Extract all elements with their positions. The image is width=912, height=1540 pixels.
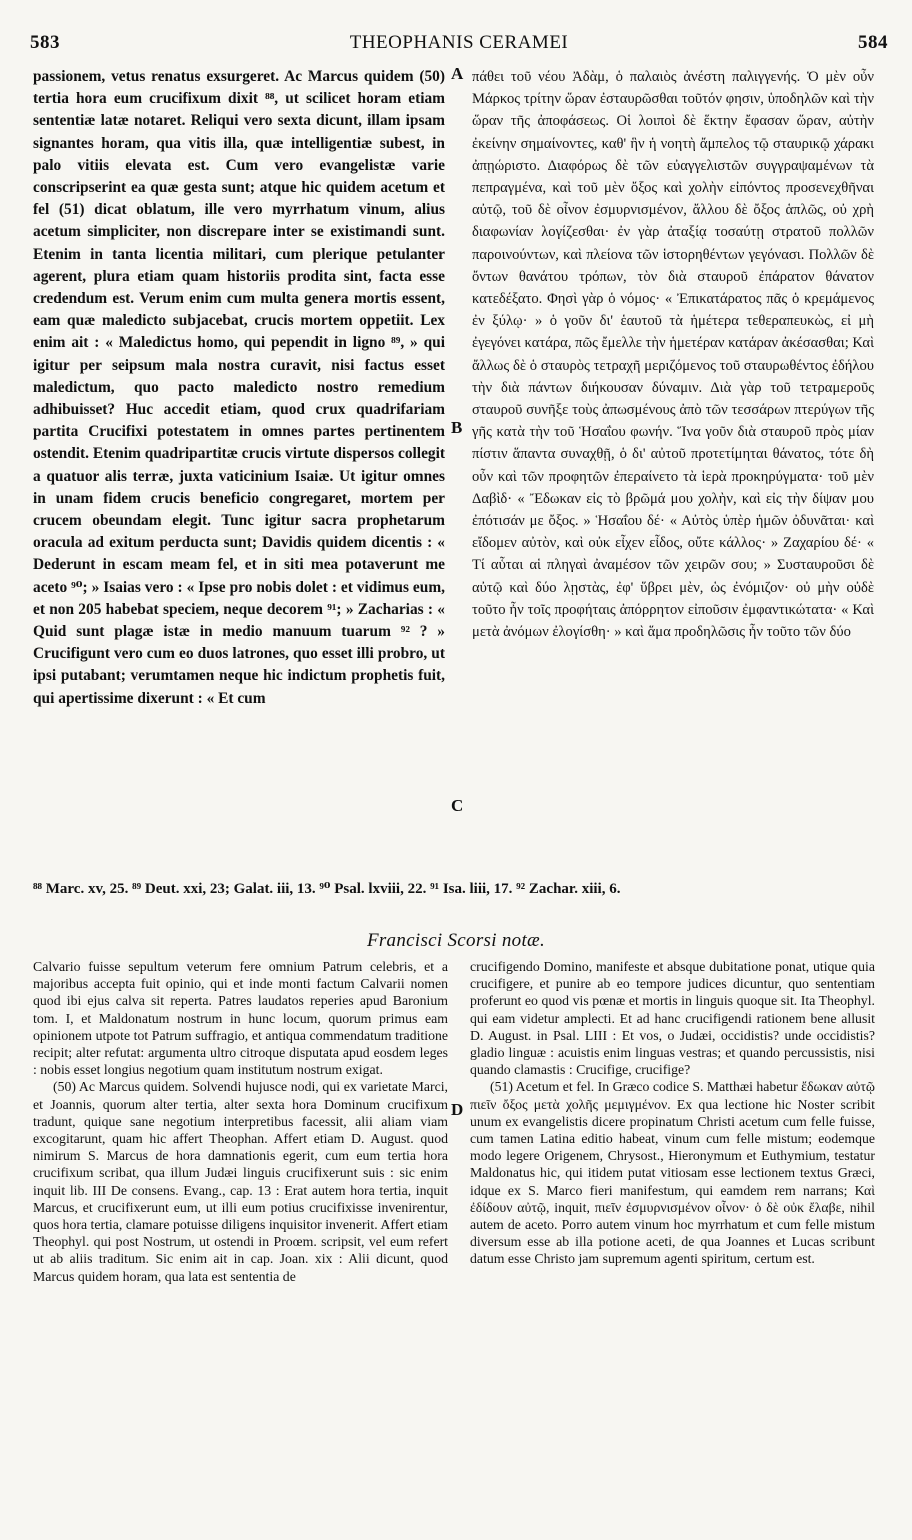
latin-translation-column <box>33 66 445 710</box>
notes-column-right <box>470 958 875 1268</box>
section-marker-d: D <box>451 1100 464 1119</box>
note-paragraph: (50) Ac Marcus quidem. Solvendi hujusce nodi, qui ex varietate Marci, et Joannis, quorum alter tertia, alter sexta hora Dominum crucifixum tradunt, quique sane negotium interpretibus facessit, alii aliam viam excogitarunt, quam hic affert Theophan. Affert etiam D. August. quod nimirum S. Marcus de hora damnationis egerit, cum eum tertia hora crucifixum scribat, qua illum Judæi linguis crucifixerunt suis : sic enim inquit lib. III De consens. Evang., cap. 13 : Erat autem hora tertia, inquit Marcus, et crucifixerunt eum, ut illi eum potius crucifixisse invenirentur, quos hora tertia, clamare potuisse diligens inquisitor invenerit. Affert etiam Theophyl. qui post Nostrum, ut ostendi in Proœm. scripsit, vel eum refert ut ab aliis traditum. Sic enim ait in cap. Joan. xix : Alii dicunt, quod Marcus quidem horam, qua lata est sententia de <box>33 1079 448 1284</box>
notes-section-title: Francisci Scorsi notæ. <box>366 930 546 951</box>
section-marker-b: B <box>451 418 463 437</box>
greek-text: πάθει τοῦ νέου Ἀδὰμ, ὁ παλαιὸς ἀνέστη παλιγγενής. Ὁ μὲν οὖν Μάρκος τρίτην ὥραν ἐσταυρῶσθαι τοῦτόν φησιν, ὑποδηλῶν καὶ τὴν ὥραν τῆς ἀποφάσεως. Οἱ λοιποὶ δὲ ἕκτην ἔφασαν ὥραν, αὐτὴν ἐκείνην σημαίνοντες, καθ' ἣν ἡ νοητὴ ἄμπελος τῷ σταυρικῷ χάρακι ἀπῃώριστο. Διαφόρως δὲ τῶν εὐαγγελιστῶν συγγραψαμένων τὰ πεπραγμένα, καὶ τοῦ μὲν ὄξος καὶ χολὴν εἰπόντος προσενεχθῆναι αὐτῷ, τοῦ δὲ οἶνον ἐσμυρνισμένον, ἄλλου δὲ ὄξος ἁπλῶς, οὐ χρὴ διαφωνίαν λογίζεσθαι· ἐν γὰρ ἀταξίᾳ τοσαύτῃ στρατοῦ πολλῶν παροινούντων, καὶ πλείονα τῶν ἱστορηθέντων γεγόνασι. Πολλῶν δὲ ὄντων θανάτου τρόπων, τὸν διὰ σταυροῦ ἐπάρατον θάνατον κατεδέξατο. Φησὶ γὰρ ὁ νόμος· « Ἐπικατάρατος πᾶς ὁ κρεμάμενος ἐν ξύλῳ· » ὁ γοῦν δι' ἑαυτοῦ τὰ ἡμέτερα τεθεραπευκὼς, εἰ μὴ ἐγεγόνει κατάρα, πῶς ἔμελλε τὴν ἡμετέραν κατάραν ἀκέσασθαι; Καὶ ἄλλως δὲ ὁ σταυρὸς τετραχῆ μεριζόμενος τοῦ σταυρωθέντος ἐδήλου τὴν διὰ πάντων διήκουσαν δύναμιν. Διὰ γὰρ τοῦ τετραμεροῦς σταυροῦ συνῆξε τοὺς ἀπωσμένους ἀπὸ τῶν τεσσάρων πτερύγων τῆς γῆς κατὰ τὴν τοῦ Ἡσαΐου φωνήν. Ἵνα γοῦν διὰ σταυροῦ πρὸς μίαν πίστιν ἅπαντα συναχθῇ, ὁ δι' αὐτοῦ προτετίμηται θάνατος, τότε δὴ οὖν καὶ τῶν προφητῶν ἐπεραίνετο τὰ ἱερὰ προκηρύγματα· τοῦ μὲν Δαβὶδ· « Ἔδωκαν εἰς τὸ βρῶμά μου χολὴν, καὶ εἰς τὴν δίψαν μου ἐπότισάν με ὄξος. » Ἡσαΐου δέ· « Αὐτὸς ὑπὲρ ἡμῶν ὀδυνᾶται· καὶ εἴδομεν αὐτὸν, καὶ οὐκ εἶχεν εἶδος, οὔτε κάλλος· » Ζαχαρίου δέ· « Τί αὗται αἱ πληγαὶ ἀναμέσον τῶν χειρῶν σου; » Συσταυροῦσι δὲ αὐτῷ καὶ δύο λῃστὰς, ἐφ' ὕβρει μὲν, ὡς ἐνόμιζον· οὐ μὴν οὐδὲ τοῦτο ἦν τοῖς προφήταις ἀπόρρητον εἰποῦσιν ἐμφαντικώτατα· « Καὶ μετὰ ἀνόμων ἐλογίσθη· » καὶ ἅμα προδηλῶσις ἦν τοῦτο τῶν δύο <box>472 69 874 641</box>
footnote-references: ⁸⁸ Marc. xv, 25. ⁸⁹ Deut. xxi, 23; Galat. iii, 13. ⁹⁰ Psal. lxviii, 22. ⁹¹ Isa. liii, 17. ⁹² Zachar. xiii, 6. <box>33 881 621 897</box>
running-title: THEOPHANIS CERAMEI <box>349 32 569 53</box>
footnotes <box>33 880 878 899</box>
page-number-right: 584 <box>858 32 888 53</box>
greek-text-column <box>472 66 874 643</box>
notes-column-left <box>33 958 448 1285</box>
note-paragraph: (51) Acetum et fel. In Græco codice S. Matthæi habetur ἔδωκαν αὐτῷ πιεῖν ὄξος μετὰ χολῆς μεμιγμένον. Ex qua lectione hic Noster scribit unum ex evangelistis dicere propinatum Christi acetum cum felle fuisse, cum tamen Latina editio habeat, vinum cum felle mistum; eodemque modo legere Origenem, Chrysost., Hieronymum et Euthymium, testatur Maldonatus hic, qui itidem putat vitiosam esse lectionem textus Græci, idque ex S. Marco fieri manifestum, qui eamdem rem narrans; Καὶ ἐδίδουν αὐτῷ, inquit, πιεῖν ἐσμυρνισμένον οἶνον· ὁ δὲ οὐκ ἔλαβε, nihil autem de aceto. Porro autem vinum hoc myrrhatum et cum felle mistum diversum esse ab illa potione aceti, de qua Joannes et Lucas scribunt datum esse Christo jam supremum agenti spiritum, certum est. <box>470 1079 875 1267</box>
running-header <box>30 30 888 60</box>
latin-text: passionem, vetus renatus exsurgeret. Ac Marcus quidem (50) tertia hora eum crucifixum dixit ⁸⁸, ut scilicet horam etiam sententiæ latæ notaret. Reliqui vero sexta dicunt, illam ipsam signantes horam, qua vitis illa, quæ intelligentiæ subest, in palo vitiis elevata est. Cum vero evangelistæ varie conscripserint ea quæ gesta sunt; atque hic quidem acetum et fel (51) dicat oblatum, ille vero myrrhatum vinum, alius acetum simpliciter, non discrepare inter se existimandi sunt. Etenim in tanta licentia militari, cum plerique petulanter agerent, plura etiam quam historiis prodita sint, facta esse credendum est. Verum enim cum multa genera mortis essent, eam quæ maledicto subjacebat, crucis mortem oppetiit. Lex enim ait : « Maledictus homo, qui pependit in ligno ⁸⁹, » qui igitur per seipsum mala nostra curavit, nisi factus esset maledictum, quo pacto maledicto nostro remedium adhibuisset? Huc accedit etiam, quod crux quadrifariam partita Crucifixi potestatem in omnes partes pertinentem ostendit. Etenim quadripartitæ crucis virtute dispersos collegit a quatuor alis terræ, juxta vaticinium Isaiæ. Ut igitur omnes in unam fidem crucis beneficio congregaret, mortem per crucem obeundam elegit. Tunc igitur sacra prophetarum oracula ad exitum perducta sunt; Davidis quidem dicentis : « Dederunt in escam meam fel, et in siti mea potaverunt me aceto ⁹⁰; » Isaias vero : « Ipse pro nobis dolet : et vidimus eum, et non 205 habebat speciem, neque decorem ⁹¹; » Zacharias : « Quid sunt plagæ istæ in medio manuum tuarum ⁹² ? » Crucifigunt vero cum eo duos latrones, quo esset illi probro, ut ipsi putabant; verumtamen neque hic indictum prophetis fuit, qui apertissime dixerunt : « Et cum <box>33 68 445 707</box>
note-paragraph: Calvario fuisse sepultum veterum fere omnium Patrum celebris, et a majoribus accepta fuit opinio, qui et inde monti factum Calvarii nomen quod ibi ejus calva sit reperta. Patres laudatos reperies apud Baronium tom. I, et Maldonatum nostrum in hunc locum, quorum primus eam opinionem utpote tot Patrum suffragio, et antiqua commendatum traditione recipit; alter refutat: argumenta ultro citroque disputata apud eosdem leges : nobis esset longius negotium quam institutum nostrum exigat. <box>33 959 448 1078</box>
section-marker-c: C <box>451 796 464 815</box>
note-paragraph: crucifigendo Domino, manifeste et absque dubitatione ponat, utique quia crucifigere, et punire ab eo tempore judices dicuntur, quo sententiam proferunt eo quod vis pœnæ et mortis in linguis quoque sit. Ita Theophyl. qui eam videtur amplecti. Et ad hanc crucifigendi rationem bene allusit D. August. in Psal. LIII : Et vos, o Judæi, occidistis? unde occidistis? gladio linguæ : acuistis enim linguas vestras; et quando percussistis, nisi quando clamastis : Crucifige, crucifige? <box>470 959 875 1078</box>
page-number-left: 583 <box>30 32 60 53</box>
section-marker-a: A <box>451 64 464 83</box>
